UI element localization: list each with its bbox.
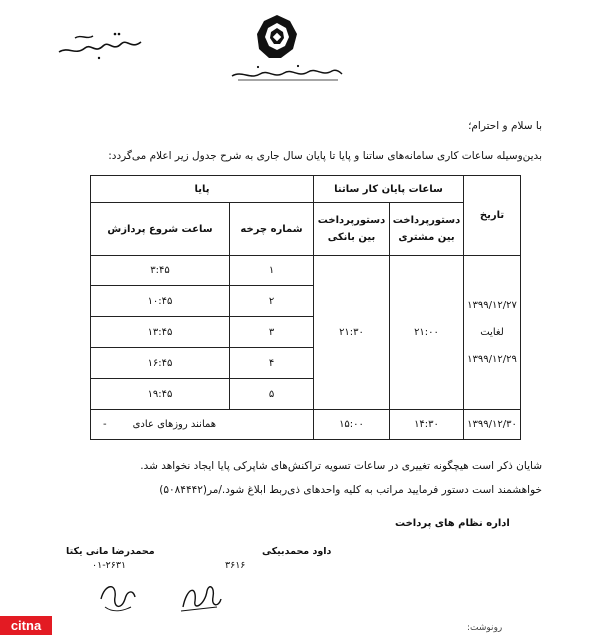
cycle-number: ۴ — [230, 348, 314, 379]
header-paya: پایا — [91, 176, 314, 203]
intro-paragraph: بدین‌وسیله ساعات کاری سامانه‌های ساتنا و پایا تا پایان سال جاری به شرح جدول زیر اعلام می‌گردد: — [108, 150, 542, 162]
cycle-number: ۵ — [230, 379, 314, 410]
cycle-number: ۲ — [230, 286, 314, 317]
header-satna: ساعات پایان کار ساتنا — [314, 176, 464, 203]
cycle-number: ۱ — [230, 256, 314, 286]
cycle-start: ۱۶:۴۵ — [91, 348, 230, 379]
central-bank-logo-icon — [255, 14, 299, 60]
last-day-paya: - همانند روزهای عادی — [91, 410, 314, 440]
last-day-satna-interbank: ۱۵:۰۰ — [314, 410, 390, 440]
last-day-satna-customer: ۱۴:۳۰ — [390, 410, 464, 440]
cc-label: رونوشت: — [467, 623, 503, 633]
greeting: با سلام و احترام؛ — [468, 120, 542, 132]
table-row — [91, 256, 521, 286]
period-satna-customer: ۲۱:۰۰ — [390, 256, 464, 410]
signer1-name: داود محمدبیکی — [262, 546, 332, 557]
bank-name-calligraphy — [228, 62, 346, 84]
cycle-start: ۱۰:۴۵ — [91, 286, 230, 317]
schedule-table — [90, 175, 521, 440]
header-processing-start: ساعت شروع پردازش — [91, 203, 230, 256]
cycle-start: ۱۳:۴۵ — [91, 317, 230, 348]
header-date: تاریخ — [464, 176, 521, 256]
cycle-start: ۳:۴۵ — [91, 256, 230, 286]
closing-note: شایان ذکر است هیچگونه تغییری در ساعات تسویه تراکنش‌های شاپرکی پایا ایجاد نخواهد شد. — [140, 460, 542, 472]
header-satna-customer: دستورپرداخت بین مشتری — [390, 203, 464, 256]
cycle-number: ۳ — [230, 317, 314, 348]
signer1-id: ۳۶۱۶ — [225, 560, 246, 571]
signer2-name: محمدرضا مانی یکتا — [66, 546, 155, 557]
signature-2-icon — [95, 577, 140, 617]
last-day-date: ۱۳۹۹/۱۲/۳۰ — [464, 410, 521, 440]
header-cycle-number: شماره چرخه — [230, 203, 314, 256]
period-date-cell: ۱۳۹۹/۱۲/۲۷ لغایت ۱۳۹۹/۱۲/۲۹ — [464, 256, 521, 410]
signature-1-icon — [175, 577, 225, 617]
slogan-calligraphy — [55, 28, 145, 62]
department-name: اداره نظام های پرداخت — [395, 518, 510, 529]
table-row — [91, 410, 521, 440]
citna-watermark: citna — [0, 616, 52, 635]
period-satna-interbank: ۲۱:۳۰ — [314, 256, 390, 410]
cycle-start: ۱۹:۴۵ — [91, 379, 230, 410]
signer2-id: ۰۱-۲۶۳۱ — [92, 560, 127, 571]
closing-request: خواهشمند است دستور فرمایید مراتب به کلیه واحدهای ذی‌ربط ابلاغ شود./مر(۵۰۸۴۴۴۲) — [159, 484, 542, 496]
header-satna-interbank: دستورپرداخت بین بانکی — [314, 203, 390, 256]
